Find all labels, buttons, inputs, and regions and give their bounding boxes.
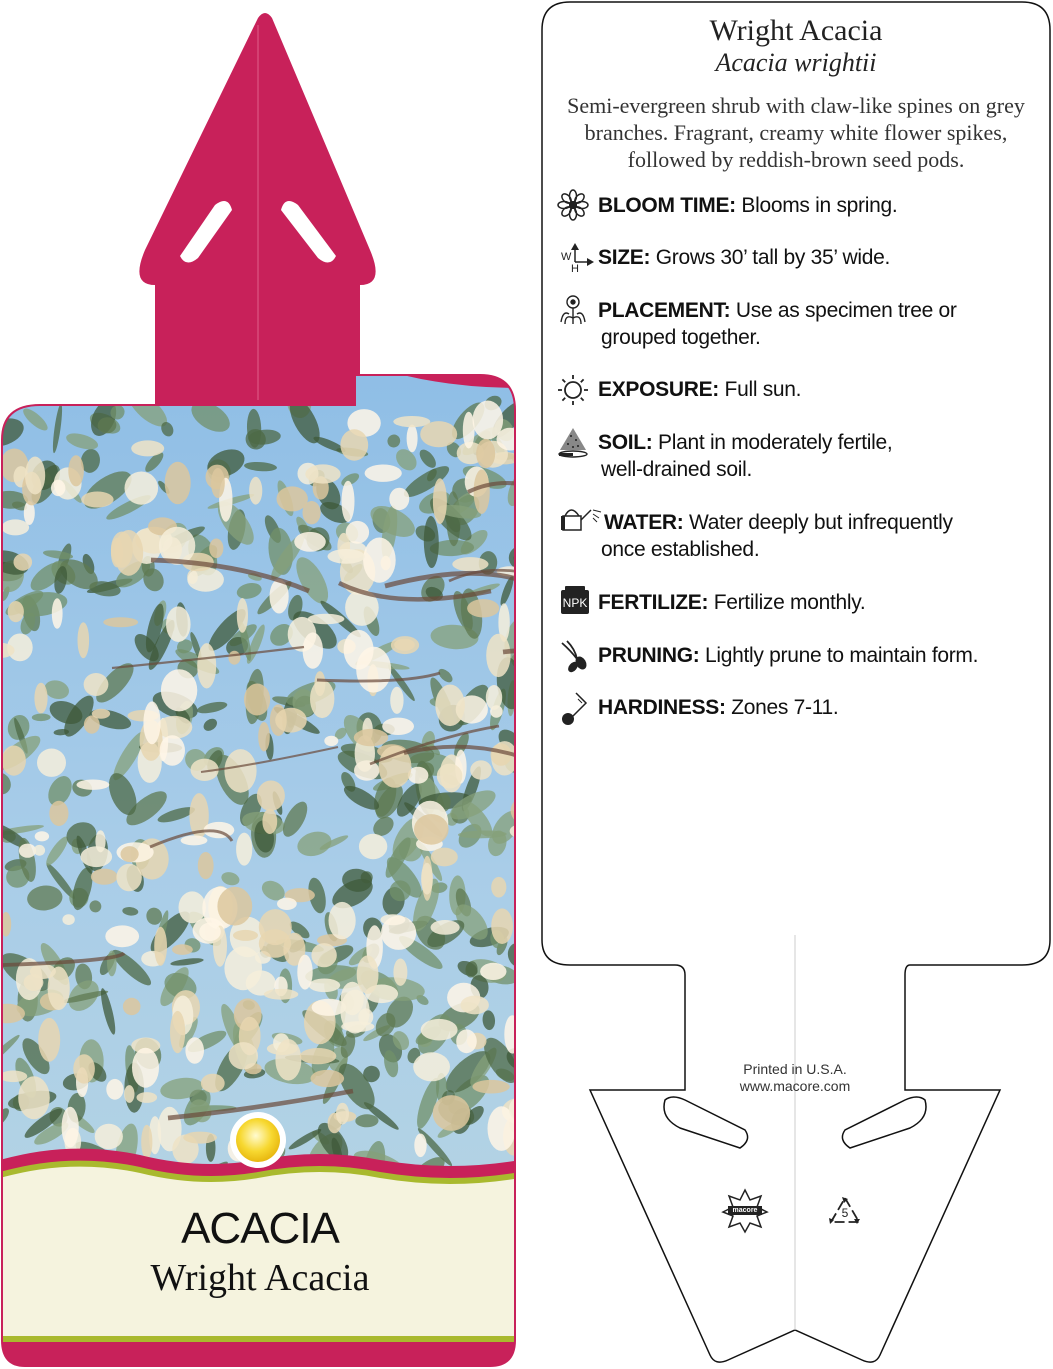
back-title: Wright Acacia xyxy=(709,14,883,47)
front-variety-name: Wright Acacia xyxy=(150,1257,370,1299)
back-description: Semi-evergreen shrub with claw-like spines on grey branches. Fragrant, creamy white flower spikes, followed by reddish-brown seed pods. xyxy=(567,93,1025,172)
size-icon-h-label: H xyxy=(571,263,579,275)
printed-in-usa xyxy=(690,1061,900,1095)
care-soil-line2: well-drained soil. xyxy=(601,458,753,481)
recycle-number: 5 xyxy=(841,1206,849,1220)
care-water: WATER: Water deeply but infrequently xyxy=(604,511,953,534)
macore-logo-text: macore xyxy=(732,1207,758,1214)
npk-icon-label: NPK xyxy=(562,596,588,610)
care-fertilize: FERTILIZE: Fertilize monthly. xyxy=(598,591,866,614)
printed-text: Printed in U.S.A. xyxy=(743,1061,847,1077)
care-water-line2: once established. xyxy=(601,538,760,561)
care-pruning: PRUNING: Lightly prune to maintain form. xyxy=(598,644,979,667)
front-common-name: ACACIA xyxy=(181,1204,339,1253)
website-text: www.macore.com xyxy=(739,1078,851,1094)
care-size: SIZE: Grows 30’ tall by 35’ wide. xyxy=(598,246,891,269)
care-placement: PLACEMENT: Use as specimen tree or xyxy=(598,299,957,322)
care-exposure: EXPOSURE: Full sun. xyxy=(598,378,802,401)
care-bloom-time: BLOOM TIME: Blooms in spring. xyxy=(598,194,898,217)
care-soil: SOIL: Plant in moderately fertile, xyxy=(598,431,893,454)
care-placement-line2: grouped together. xyxy=(601,326,761,349)
back-scientific-name: Acacia wrightii xyxy=(715,48,877,77)
care-hardiness: HARDINESS: Zones 7-11. xyxy=(598,696,839,719)
size-icon-w-label: W xyxy=(561,251,572,263)
